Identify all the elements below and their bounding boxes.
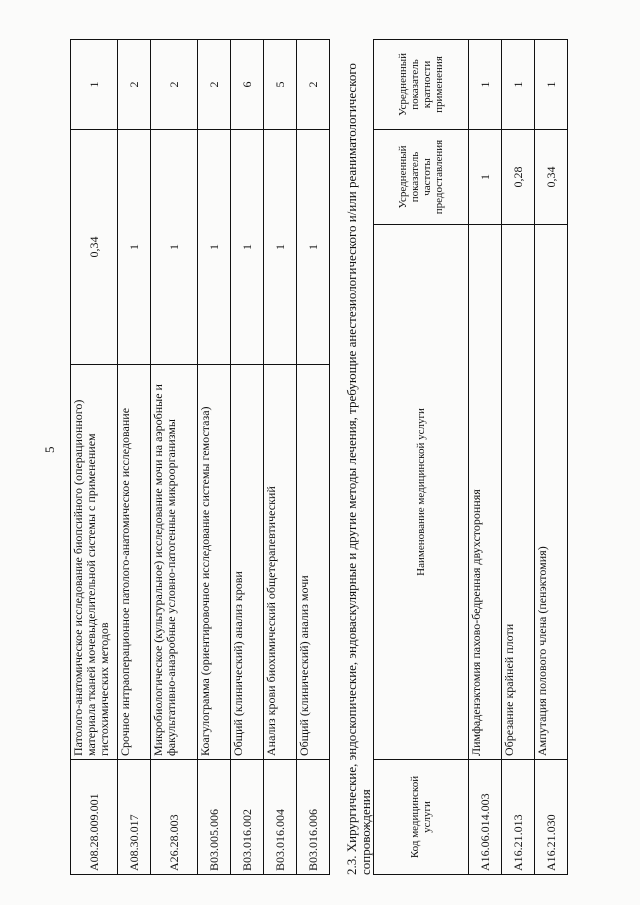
frequency-value: 1	[198, 130, 231, 365]
frequency-value: 0,34	[535, 129, 568, 224]
surgical-services-table	[373, 39, 568, 875]
section-title: 2.3. Хирургические, эндоскопические, эндоваскулярные и другие методы лечения, требующие анестезиологического и/или реаниматологического сопровождения	[344, 63, 373, 875]
multiplicity-value: 1	[71, 40, 118, 130]
multiplicity-value: 1	[535, 39, 568, 129]
frequency-value: 1	[264, 130, 297, 365]
table-row	[198, 40, 231, 875]
table-row	[535, 39, 568, 874]
service-name: Анализ крови биохимический общетерапевтический	[264, 365, 297, 760]
multiplicity-value: 2	[151, 40, 198, 130]
header-frequency: Усредненный показатель частоты предоставления	[374, 129, 469, 224]
service-name: Лимфаденэктомия пахово-бедренная двухсторонняя	[469, 224, 502, 759]
service-name: Обрезание крайней плоти	[502, 224, 535, 759]
table-header-row	[374, 39, 469, 874]
service-name: Общий (клинический) анализ мочи	[297, 365, 330, 760]
table-row	[118, 40, 151, 875]
table-row	[469, 39, 502, 874]
service-name: Срочное интраоперационное патолого-анатомическое исследование	[118, 365, 151, 760]
service-name: Коагулограмма (ориентировочное исследование системы гемостаза)	[198, 365, 231, 760]
frequency-value: 0,34	[71, 130, 118, 365]
multiplicity-value: 2	[198, 40, 231, 130]
service-name: Ампутация полового члена (пенэктомия)	[535, 224, 568, 759]
multiplicity-value: 6	[231, 40, 264, 130]
frequency-value: 1	[231, 130, 264, 365]
frequency-value: 1	[118, 130, 151, 365]
service-code: B03.016.002	[231, 760, 264, 875]
table-row	[71, 40, 118, 875]
multiplicity-value: 1	[502, 39, 535, 129]
header-name: Наименование медицинской услуги	[374, 224, 469, 759]
service-code: A16.06.014.003	[469, 760, 502, 875]
frequency-value: 1	[469, 129, 502, 224]
header-code: Код медицинской услуги	[374, 760, 469, 875]
table-row	[297, 40, 330, 875]
service-code: B03.005.006	[198, 760, 231, 875]
service-code: A26.28.003	[151, 760, 198, 875]
service-code: A16.21.030	[535, 760, 568, 875]
services-table-continued	[70, 39, 330, 875]
frequency-value: 1	[297, 130, 330, 365]
table-row	[502, 39, 535, 874]
frequency-value: 1	[151, 130, 198, 365]
table-row	[231, 40, 264, 875]
page-number: 5	[42, 446, 57, 453]
table-row	[264, 40, 297, 875]
service-code: A16.21.013	[502, 760, 535, 875]
multiplicity-value: 2	[297, 40, 330, 130]
header-multiplicity: Усредненный показатель кратности применения	[374, 39, 469, 129]
service-name: Общий (клинический) анализ крови	[231, 365, 264, 760]
service-code: B03.016.004	[264, 760, 297, 875]
multiplicity-value: 5	[264, 40, 297, 130]
table-row	[151, 40, 198, 875]
multiplicity-value: 2	[118, 40, 151, 130]
service-code: B03.016.006	[297, 760, 330, 875]
service-name: Патолого-анатомическое исследование биопсийного (операционного) материала тканей мочевыделительной системы с применением гистохимических методов	[71, 365, 118, 760]
service-name: Микробиологическое (культуральное) исследование мочи на аэробные и факультативно-анаэробные условно-патогенные микроорганизмы	[151, 365, 198, 760]
service-code: A08.28.009.001	[71, 760, 118, 875]
multiplicity-value: 1	[469, 39, 502, 129]
frequency-value: 0,28	[502, 129, 535, 224]
service-code: A08.30.017	[118, 760, 151, 875]
